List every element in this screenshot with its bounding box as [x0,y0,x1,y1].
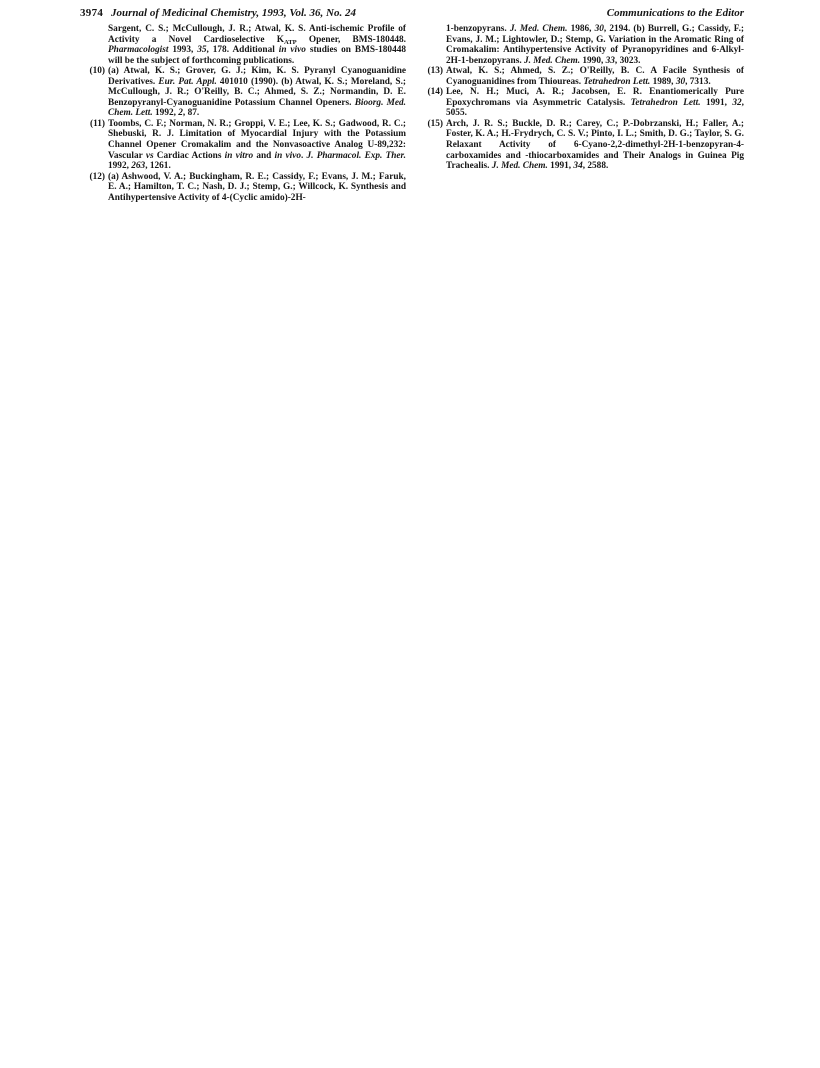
left-column [80,24,406,203]
reference-12-continued: 1-benzopyrans. J. Med. Chem. 1986, 30, 2194. (b) Burrell, G.; Cassidy, F.; Evans, J. M.; Lightowler, D.; Stemp, G. Variation in the Aromatic Ring of Cromakalim: Antihypertensive Activity of Pyranopyridines and 6-Alkyl-2H-1-benzopyrans. J. Med. Chem. 1990, 33, 3023. [446,24,744,66]
page-number: 3974 [80,7,104,19]
reference-number: (11) [90,118,105,129]
reference-number: (10) [89,66,105,77]
journal-citation: Journal of Medicinal Chemistry, 1993, Vol. 36, No. 24 [111,7,356,19]
section-title: Communications to the Editor [606,7,744,19]
right-column [418,24,744,172]
reference-number: (15) [427,118,443,129]
reference-number: (14) [427,87,443,98]
reference-number: (13) [427,66,443,77]
running-header [80,5,744,21]
reference-13: (13) Atwal, K. S.; Ahmed, S. Z.; O'Reilly, B. C. A Facile Synthesis of Cyanoguanidines from Thioureas. Tetrahedron Lett. 1989, 30, 7313. [418,66,744,87]
reference-12: (12) (a) Ashwood, V. A.; Buckingham, R. E.; Cassidy, F.; Evans, J. M.; Faruk, E. A.; Hamilton, T. C.; Nash, D. J.; Stemp, G.; Willcock, K. Synthesis and Antihypertensive Activity of 4-(Cyclic amido)-2H- [80,172,406,204]
reference-9-continued: Sargent, C. S.; McCullough, J. R.; Atwal, K. S. Anti-ischemic Profile of Activity a Novel Cardioselective $K_{ATP}$ Opener, BMS-180448. Pharmacologist 1993, 35, 178. Additional in vivo studies on BMS-180448 will be the subject of forthcoming publications. [108,24,407,66]
reference-10: (10) (a) Atwal, K. S.; Grover, G. J.; Kim, K. S. Pyranyl Cyanoguanidine Derivatives. Eur. Pat. Appl. 401010 (1990). (b) Atwal, K. S.; Moreland, S.; McCullough, J. R.; O'Reilly, B. C.; Ahmed, S. Z.; Normandin, D. E. Benzopyranyl-Cyanoguanidine Potassium Channel Openers. Bioorg. Med. Chem. Lett. 1992, 2, 87. [80,66,406,119]
reference-number: (12) [89,171,105,182]
reference-14: (14) Lee, N. H.; Muci, A. R.; Jacobsen, E. R. Enantiomerically Pure Epoxychromans via Asymmetric Catalysis. Tetrahedron Lett. 1991, 32, 5055. [418,87,744,119]
reference-15: (15) Arch, J. R. S.; Buckle, D. R.; Carey, C.; P.-Dobrzanski, H.; Faller, A.; Foster, K. A.; H.-Frydrych, C. S. V.; Pinto, I. L.; Smith, D. G.; Taylor, S. G. Relaxant Activity of 6-Cyano-2,2-dimethyl-2H-1-benzopyran-4-carboxamides and -thiocarboxamides and Their Analogs in Guinea Pig Trachealis. J. Med. Chem. 1991, 34, 2588. [418,119,744,172]
reference-11: (11) Toombs, C. F.; Norman, N. R.; Groppi, V. E.; Lee, K. S.; Gadwood, R. C.; Shebuski, R. J. Limitation of Myocardial Injury with the Potassium Channel Opener Cromakalim and the Nonvasoactive Analog U-89,232: Vascular vs Cardiac Actions in vitro and in vivo. J. Pharmacol. Exp. Ther. 1992, 263, 1261. [80,119,406,172]
